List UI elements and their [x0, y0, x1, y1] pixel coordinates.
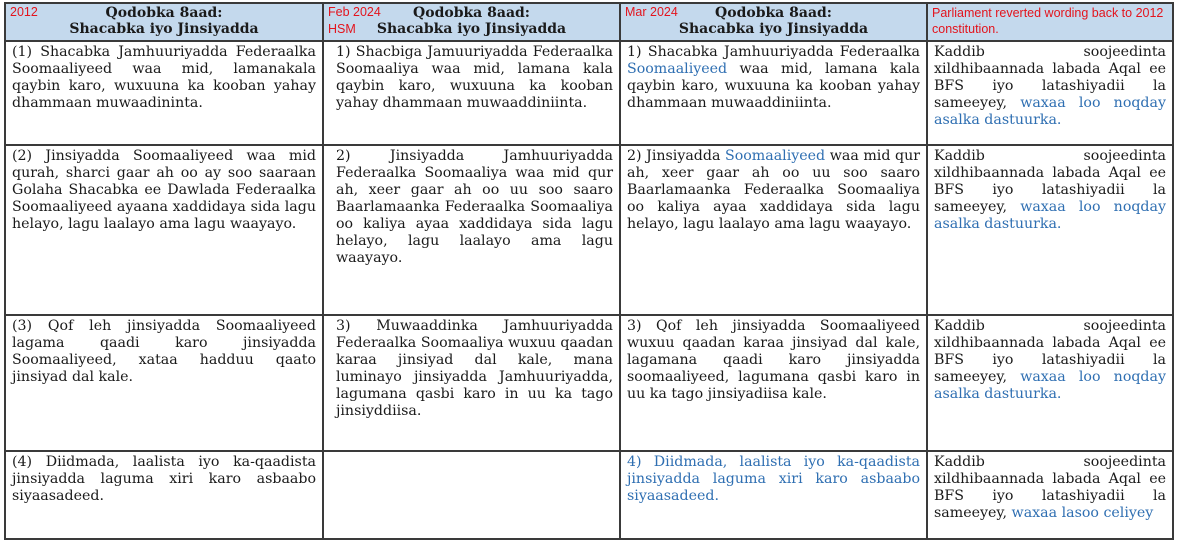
changed-text: Soomaaliyeed — [725, 148, 826, 164]
header-title: Qodobka 8aad: — [413, 5, 530, 21]
note-highlight: waxaa loo noqday asalka dastuurka. — [934, 95, 1166, 128]
header-2012 — [5, 3, 323, 41]
author-tag-hsm: HSM — [328, 22, 356, 36]
note-highlight: waxaa loo noqday asalka dastuurka. — [934, 199, 1166, 232]
year-tag-mar-2024: Mar 2024 — [625, 5, 678, 19]
cell-mar-2024 — [620, 451, 927, 539]
cell-2012: (1) Shacabka Jamhuuriyadda Federaalka Soomaaliyeed waa mid, lamanakala qaybin karo, wuxuuna ka kooban yahay dhammaan muwaadininta. — [5, 41, 323, 145]
cell-2012: (4) Diidmada, laalista iyo ka-qaadista jinsiyadda laguma xiri karo asbaabo siyaasadeed. — [5, 451, 323, 539]
header-note — [927, 3, 1173, 41]
table-row — [5, 41, 1173, 145]
constitution-comparison-table — [4, 2, 1174, 540]
note-text: Kaddib soojeedinta xildhibaannada labada Aqal ee BFS iyo latashiyadii la sameeyey, — [934, 44, 1166, 111]
year-tag-feb-2024: Feb 2024 — [328, 5, 381, 19]
cell-2012: (3) Qof leh jinsiyadda Soomaaliyeed lagama qaadi karo jinsiyadda Soomaaliyeed, xataa hadduu qaato jinsiyad dal kale. — [5, 315, 323, 451]
cell-mar-2024 — [620, 41, 927, 145]
table-row — [5, 451, 1173, 539]
cell-mar-2024 — [620, 315, 927, 451]
cell-feb-2024: 1) Shacbiga Jamuuriyadda Federaalka Soomaaliya waa mid, lamana kala qaybin karo, wuxuuna ka kooban yahay dhammaan muwaaddiniinta. — [323, 41, 620, 145]
note-text: Kaddib soojeedinta xildhibaannada labada Aqal ee BFS iyo latashiyadii la sameeyey, — [934, 454, 1166, 521]
header-row — [5, 3, 1173, 41]
clause-text: 3) Qof leh jinsiyadda Soomaaliyeed wuxuu qaadan karaa jinsiyad dal kale, lagamana qaadi karo jinsiyadda soomaaliyeed, lagumana qasbi karo in uu ka tago jinsiyadiisa kale. — [627, 318, 920, 402]
cell-note — [927, 315, 1173, 451]
table-row — [5, 315, 1173, 451]
header-mar-2024 — [620, 3, 927, 41]
cell-note — [927, 451, 1173, 539]
header-subtitle: Shacabka iyo Jinsiyadda — [69, 21, 259, 37]
cell-feb-2024 — [323, 451, 620, 539]
note-column-header: Parliament reverted wording back to 2012 constitution. — [932, 6, 1164, 36]
clause-text: waa mid qur ah, xeer gaar ah oo uu soo saaro Baarlamaanka Federaalka Soomaaliya oo kaliya ayaa xaddidaya sida lagu helayo, lagu laalayo ama lagu waayayo. — [627, 148, 921, 232]
header-subtitle: Shacabka iyo Jinsiyadda — [376, 21, 567, 37]
cell-feb-2024: 2) Jinsiyadda Jamhuuriyadda Federaalka Soomaaliya waa mid qur ah, xeer gaar ah oo uu soo saaro Baarlamaanka Federaalka Soomaaliya oo kaliya ayaa xaddidaya sida lagu helayo, lagu laalayo ama lagu waayayo. — [323, 145, 620, 315]
changed-text: 4) Diidmada, laalista iyo ka-qaadista jinsiyadda laguma xiri karo asbaabo siyaasadeed. — [627, 454, 920, 504]
year-tag-2012: 2012 — [10, 5, 38, 19]
clause-text: 1) Shacabka Jamhuuriyadda Federaalka — [627, 44, 920, 60]
header-title: Qodobka 8aad: — [715, 5, 832, 21]
table-row — [5, 145, 1173, 315]
note-highlight: waxaa loo noqday asalka dastuurka. — [934, 369, 1166, 402]
note-highlight: waxaa lasoo celiyey — [1011, 505, 1154, 521]
clause-text: 2) Jinsiyadda — [627, 148, 725, 164]
note-text: Kaddib soojeedinta xildhibaannada labada Aqal ee BFS iyo latashiyadii la sameeyey, — [934, 148, 1166, 215]
header-feb-2024 — [323, 3, 620, 41]
header-subtitle: Shacabka iyo Jinsiyadda — [678, 21, 869, 37]
cell-feb-2024: 3) Muwaaddinka Jamhuuriyadda Federaalka Soomaaliya wuxuu qaadan karaa jinsiyad dal kale, mana luminayo jinsiyadda Jamhuuriyadda, lagumana qasbi karo in uu ka tago jinsiyddiisa. — [323, 315, 620, 451]
cell-note — [927, 41, 1173, 145]
cell-note — [927, 145, 1173, 315]
changed-text: Soomaaliyeed — [627, 61, 728, 77]
clause-text: waa mid, lamana kala qaybin karo, wuxuuna ka kooban yahay dhammaan muwaaddiniinta. — [627, 61, 920, 111]
cell-mar-2024 — [620, 145, 927, 315]
note-text: Kaddib soojeedinta xildhibaannada labada Aqal ee BFS iyo latashiyadii la sameeyey, — [934, 318, 1166, 385]
cell-2012: (2) Jinsiyadda Soomaaliyeed waa mid qurah, sharci gaar ah oo ay soo saaraan Golaha Shacabka ee Dawlada Federaalka Soomaaliyeed ayaana xaddidaya sida lagu helayo, lagu laalayo ama lagu waayayo. — [5, 145, 323, 315]
header-title: Qodobka 8aad: — [105, 5, 223, 21]
